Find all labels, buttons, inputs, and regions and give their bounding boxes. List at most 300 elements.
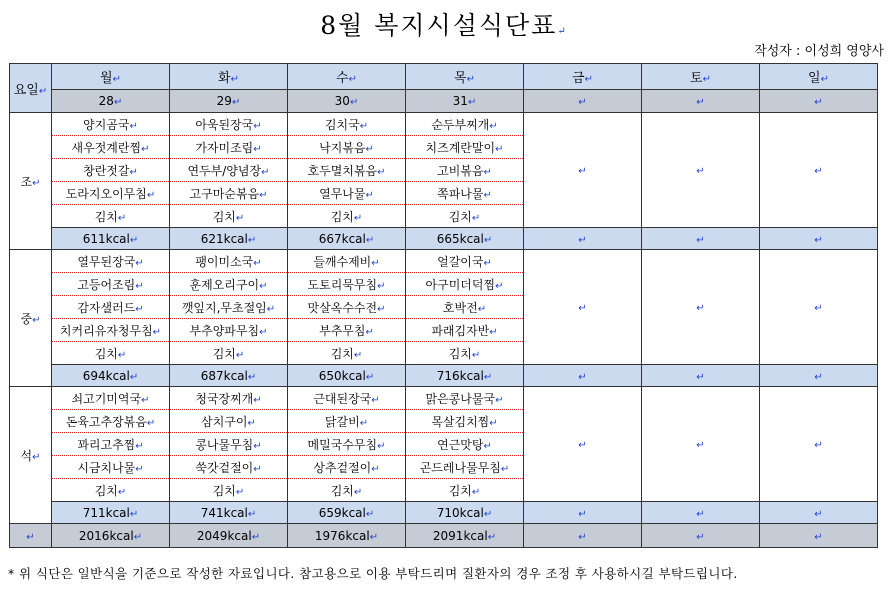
dish-cell[interactable] <box>170 296 288 319</box>
paragraph-mark-icon: ↵ <box>495 280 504 292</box>
dish-cell-text: 훈제오리구이 <box>189 277 260 292</box>
dish-cell[interactable] <box>52 410 170 433</box>
paragraph-mark-icon: ↵ <box>135 440 144 452</box>
dish-cell-text: 김치국 <box>324 117 360 132</box>
dish-cell-text: 깻잎지,무초절임 <box>181 300 267 315</box>
paragraph-mark-icon: ↵ <box>584 74 593 85</box>
paragraph-mark-icon: ↵ <box>814 234 823 246</box>
paragraph-mark-icon: ↵ <box>247 234 257 246</box>
dish-cell[interactable] <box>52 182 170 205</box>
paragraph-mark-icon: ↵ <box>141 394 150 406</box>
dish-cell[interactable] <box>170 273 288 296</box>
dish-cell[interactable] <box>406 159 524 182</box>
dish-cell[interactable] <box>406 273 524 296</box>
dish-cell-text: 상추겉절이 <box>313 460 372 475</box>
paragraph-mark-icon: ↵ <box>253 143 262 155</box>
paragraph-mark-icon: ↵ <box>483 257 492 269</box>
day-header[interactable] <box>170 64 288 90</box>
kcal-cell[interactable] <box>524 228 642 250</box>
kcal-cell-text: 741kcal <box>200 505 248 520</box>
paragraph-mark-icon: ↵ <box>377 440 386 452</box>
paragraph-mark-icon: ↵ <box>253 440 262 452</box>
paragraph-mark-icon: ↵ <box>371 394 380 406</box>
dish-cell[interactable] <box>288 479 406 502</box>
meal-label[interactable] <box>10 387 52 524</box>
paragraph-mark-icon: ↵ <box>365 326 374 338</box>
paragraph-mark-icon: ↵ <box>266 303 276 315</box>
dish-cell-text: 근대된장국 <box>313 391 372 406</box>
dish-cell-text: 부추무침 <box>319 323 366 338</box>
paragraph-mark-icon: ↵ <box>348 74 357 85</box>
dish-cell[interactable] <box>406 342 524 365</box>
empty-day-cell[interactable] <box>642 113 760 228</box>
kcal-cell[interactable] <box>52 365 170 387</box>
total-kcal-cell[interactable] <box>760 524 878 548</box>
dish-cell[interactable] <box>288 319 406 342</box>
dish-cell[interactable] <box>288 296 406 319</box>
empty-day-cell[interactable] <box>642 387 760 502</box>
paragraph-mark-icon: ↵ <box>483 189 492 201</box>
paragraph-mark-icon: ↵ <box>113 97 123 108</box>
paragraph-mark-icon: ↵ <box>467 97 477 108</box>
total-kcal-cell[interactable] <box>406 524 524 548</box>
dish-cell[interactable] <box>170 113 288 136</box>
kcal-cell[interactable] <box>288 365 406 387</box>
empty-day-cell[interactable] <box>760 250 878 365</box>
kcal-cell[interactable] <box>52 228 170 250</box>
dish-cell-text: 김치 <box>448 483 472 498</box>
dish-cell[interactable] <box>406 296 524 319</box>
paragraph-mark-icon: ↵ <box>365 508 375 520</box>
paragraph-mark-icon: ↵ <box>251 531 261 543</box>
paragraph-mark-icon: ↵ <box>253 257 262 269</box>
kcal-cell[interactable] <box>524 502 642 524</box>
dish-cell[interactable] <box>52 113 170 136</box>
total-kcal-cell[interactable] <box>288 524 406 548</box>
paragraph-mark-icon: ↵ <box>371 463 380 475</box>
dish-cell-text: 김치 <box>94 209 118 224</box>
dish-cell[interactable] <box>288 387 406 410</box>
dish-cell-text: 맛살옥수수전 <box>307 300 378 315</box>
kcal-cell[interactable] <box>642 228 760 250</box>
dish-cell[interactable] <box>170 136 288 159</box>
dish-cell[interactable] <box>52 479 170 502</box>
paragraph-mark-icon: ↵ <box>135 463 144 475</box>
dish-cell-text: 청국장찌개 <box>195 391 254 406</box>
paragraph-mark-icon: ↵ <box>483 166 492 178</box>
paragraph-mark-icon: ↵ <box>578 234 587 246</box>
paragraph-mark-icon: ↵ <box>820 74 829 85</box>
paragraph-mark-icon: ↵ <box>129 234 139 246</box>
dish-cell[interactable] <box>288 342 406 365</box>
paragraph-mark-icon: ↵ <box>814 508 823 520</box>
dish-cell-text: 순두부찌개 <box>431 117 490 132</box>
empty-day-cell[interactable] <box>524 113 642 228</box>
paragraph-mark-icon: ↵ <box>471 486 481 498</box>
paragraph-mark-icon: ↵ <box>253 120 262 132</box>
dish-cell[interactable] <box>288 410 406 433</box>
kcal-cell-text: 667kcal <box>318 231 366 246</box>
kcal-cell-text: 659kcal <box>318 505 366 520</box>
paragraph-mark-icon: ↵ <box>135 280 144 292</box>
empty-day-cell[interactable] <box>524 387 642 502</box>
dish-cell-text: 호두멸치볶음 <box>307 163 378 178</box>
paragraph-mark-icon: ↵ <box>353 349 363 361</box>
total-kcal-cell[interactable] <box>524 524 642 548</box>
paragraph-mark-icon: ↵ <box>146 417 156 429</box>
page-title: 8월 복지시설식단표↵ <box>320 11 568 40</box>
paragraph-mark-icon: ↵ <box>253 394 262 406</box>
date-cell[interactable] <box>288 90 406 113</box>
paragraph-mark-icon: ↵ <box>349 97 359 108</box>
day-header-text: 금 <box>572 71 585 86</box>
paragraph-mark-icon: ↵ <box>814 166 823 177</box>
kcal-cell[interactable] <box>170 365 288 387</box>
dish-cell[interactable] <box>406 113 524 136</box>
empty-day-cell[interactable] <box>524 250 642 365</box>
kcal-cell[interactable] <box>760 502 878 524</box>
dish-cell[interactable] <box>170 479 288 502</box>
dish-cell[interactable] <box>288 273 406 296</box>
paragraph-mark-icon: ↵ <box>371 257 380 269</box>
dish-cell[interactable] <box>170 250 288 273</box>
dish-cell-text: 호박전 <box>442 300 478 315</box>
total-kcal-cell-text: 2049kcal <box>196 528 252 543</box>
paragraph-mark-icon: ↵ <box>489 326 498 338</box>
kcal-cell[interactable] <box>406 502 524 524</box>
dish-cell-text: 김치 <box>94 346 118 361</box>
dish-cell[interactable] <box>406 205 524 228</box>
dish-cell-text: 김치 <box>448 209 472 224</box>
dish-cell[interactable] <box>406 136 524 159</box>
empty-day-cell[interactable] <box>760 113 878 228</box>
dish-cell-text: 새우젓계란찜 <box>71 140 142 155</box>
dish-cell[interactable] <box>406 250 524 273</box>
kcal-cell[interactable] <box>760 365 878 387</box>
dish-cell[interactable] <box>170 342 288 365</box>
dish-cell[interactable] <box>170 433 288 456</box>
dish-cell-text: 치커리유자청무침 <box>59 323 153 338</box>
total-kcal-cell-text: 2091kcal <box>432 528 488 543</box>
dish-cell[interactable] <box>52 296 170 319</box>
paragraph-mark-icon: ↵ <box>471 212 481 224</box>
dish-cell[interactable] <box>170 159 288 182</box>
dish-cell[interactable] <box>288 433 406 456</box>
dish-cell-text: 고구마순볶음 <box>189 186 260 201</box>
paragraph-mark-icon: ↵ <box>259 189 268 201</box>
paragraph-mark-icon: ↵ <box>365 234 375 246</box>
dish-cell[interactable] <box>288 136 406 159</box>
date-cell[interactable] <box>524 90 642 113</box>
dish-cell[interactable] <box>170 319 288 342</box>
kcal-cell[interactable] <box>170 502 288 524</box>
dish-cell[interactable] <box>170 456 288 479</box>
dish-cell-text: 김치 <box>94 483 118 498</box>
kcal-cell[interactable] <box>406 228 524 250</box>
empty-day-cell[interactable] <box>642 250 760 365</box>
paragraph-mark-icon: ↵ <box>369 531 379 543</box>
paragraph-mark-icon: ↵ <box>477 303 487 315</box>
dish-cell[interactable] <box>52 433 170 456</box>
date-cell[interactable] <box>642 90 760 113</box>
paragraph-mark-icon: ↵ <box>696 303 705 314</box>
paragraph-mark-icon: ↵ <box>146 189 156 201</box>
date-cell-text: 28 <box>98 94 114 108</box>
paragraph-mark-icon: ↵ <box>359 417 369 429</box>
kcal-cell-text: 716kcal <box>436 368 484 383</box>
dish-cell-text: 부추양파무침 <box>189 323 260 338</box>
paragraph-mark-icon: ↵ <box>814 371 823 383</box>
kcal-cell[interactable] <box>760 228 878 250</box>
dish-cell-text: 쪽파나물 <box>437 186 484 201</box>
paragraph-mark-icon: ↵ <box>117 212 127 224</box>
paragraph-mark-icon: ↵ <box>135 257 144 269</box>
dish-cell-text: 도토리묵무침 <box>307 277 378 292</box>
dish-cell-text: 삼치구이 <box>201 414 248 429</box>
paragraph-mark-icon: ↵ <box>578 531 587 543</box>
dish-cell[interactable] <box>170 182 288 205</box>
dish-cell-text: 맑은콩나물국 <box>425 391 496 406</box>
day-header[interactable] <box>52 64 170 90</box>
day-header-text: 월 <box>100 71 113 86</box>
date-cell-text: 29 <box>216 94 232 108</box>
paragraph-mark-icon: ↵ <box>500 463 510 475</box>
dish-cell-text: 쑥갓겉절이 <box>195 460 254 475</box>
paragraph-mark-icon: ↵ <box>471 349 481 361</box>
paragraph-mark-icon: ↵ <box>129 371 139 383</box>
dish-cell-text: 열무나물 <box>319 186 366 201</box>
dish-cell[interactable] <box>52 250 170 273</box>
day-header[interactable] <box>524 64 642 90</box>
day-header-text: 목 <box>454 71 467 86</box>
kcal-cell[interactable] <box>288 502 406 524</box>
paragraph-mark-icon: ↵ <box>38 85 48 97</box>
corner-label-text: 요일 <box>13 82 39 98</box>
paragraph-mark-icon: ↵ <box>247 508 257 520</box>
date-cell-text: 30 <box>334 94 350 108</box>
paragraph-mark-icon: ↵ <box>814 303 823 314</box>
paragraph-mark-icon: ↵ <box>483 234 493 246</box>
dish-cell[interactable] <box>52 136 170 159</box>
paragraph-mark-icon: ↵ <box>483 371 493 383</box>
paragraph-mark-icon: ↵ <box>247 417 256 429</box>
paragraph-mark-icon: ↵ <box>696 508 705 520</box>
dish-cell[interactable] <box>288 205 406 228</box>
paragraph-mark-icon: ↵ <box>483 508 493 520</box>
paragraph-mark-icon: ↵ <box>235 212 245 224</box>
paragraph-mark-icon: ↵ <box>117 486 127 498</box>
dish-cell-text: 콩나물무침 <box>195 437 254 452</box>
paragraph-mark-icon: ↵ <box>578 303 587 314</box>
menu-table <box>9 63 878 548</box>
paragraph-mark-icon: ↵ <box>814 531 823 543</box>
day-header-text: 토 <box>690 71 703 86</box>
dish-cell[interactable] <box>406 319 524 342</box>
dish-cell[interactable] <box>288 456 406 479</box>
paragraph-mark-icon: ↵ <box>247 371 257 383</box>
dish-cell-text: 닭갈비 <box>324 414 360 429</box>
date-cell-text: 31 <box>452 94 468 108</box>
date-cell[interactable] <box>170 90 288 113</box>
kcal-cell-text: 687kcal <box>200 368 248 383</box>
author-line: 작성자 : 이성희 영양사 <box>754 44 884 59</box>
date-cell[interactable] <box>406 90 524 113</box>
paragraph-mark-icon: ↵ <box>578 97 587 108</box>
paragraph-mark-icon: ↵ <box>259 326 268 338</box>
dish-cell[interactable] <box>52 205 170 228</box>
date-cell[interactable] <box>52 90 170 113</box>
paragraph-mark-icon: ↵ <box>377 303 386 315</box>
paragraph-mark-icon: ↵ <box>152 326 162 338</box>
dish-cell-text: 쇠고기미역국 <box>71 391 142 406</box>
kcal-cell-text: 711kcal <box>82 505 130 520</box>
dish-cell[interactable] <box>406 479 524 502</box>
day-header[interactable] <box>406 64 524 90</box>
dish-cell[interactable] <box>52 387 170 410</box>
day-header[interactable] <box>642 64 760 90</box>
dish-cell-text: 치즈계란말이 <box>425 140 496 155</box>
dish-cell[interactable] <box>52 342 170 365</box>
paragraph-mark-icon: ↵ <box>231 97 241 108</box>
dish-cell[interactable] <box>406 456 524 479</box>
meal-label-text: 석 <box>20 448 33 463</box>
dish-cell-text: 김치 <box>448 346 472 361</box>
paragraph-mark-icon: ↵ <box>129 120 138 132</box>
dish-cell-text: 김치 <box>330 483 354 498</box>
total-kcal-cell-text: 1976kcal <box>314 528 370 543</box>
paragraph-mark-icon: ↵ <box>359 120 369 132</box>
paragraph-mark-icon: ↵ <box>141 143 150 155</box>
total-kcal-cell-text: 2016kcal <box>78 528 134 543</box>
paragraph-mark-icon: ↵ <box>135 303 144 315</box>
total-kcal-cell[interactable] <box>170 524 288 548</box>
paragraph-mark-icon: ↵ <box>487 531 497 543</box>
dish-cell-text: 낙지볶음 <box>319 140 366 155</box>
kcal-cell-text: 694kcal <box>82 368 130 383</box>
dish-cell-text: 메밀국수무침 <box>307 437 378 452</box>
dish-cell[interactable] <box>406 182 524 205</box>
day-header-text: 수 <box>336 71 349 86</box>
paragraph-mark-icon: ↵ <box>814 440 823 451</box>
dish-cell[interactable] <box>52 456 170 479</box>
dish-cell-text: 김치 <box>330 209 354 224</box>
paragraph-mark-icon: ↵ <box>365 371 375 383</box>
kcal-cell[interactable] <box>642 502 760 524</box>
dish-cell[interactable] <box>170 410 288 433</box>
dish-cell[interactable] <box>288 182 406 205</box>
paragraph-mark-icon: ↵ <box>702 74 711 85</box>
paragraph-mark-icon: ↵ <box>377 166 386 178</box>
paragraph-mark-icon: ↵ <box>235 349 245 361</box>
paragraph-mark-icon: ↵ <box>253 463 262 475</box>
paragraph-mark-icon: ↵ <box>26 531 35 543</box>
paragraph-mark-icon: ↵ <box>696 371 705 383</box>
kcal-cell[interactable] <box>52 502 170 524</box>
paragraph-mark-icon: ↵ <box>557 26 568 37</box>
dish-cell[interactable] <box>170 205 288 228</box>
dish-cell[interactable] <box>288 113 406 136</box>
corner-label[interactable] <box>10 64 52 113</box>
meal-label[interactable] <box>10 250 52 387</box>
kcal-cell-text: 611kcal <box>82 231 130 246</box>
dish-cell[interactable] <box>406 387 524 410</box>
paragraph-mark-icon: ↵ <box>696 166 705 177</box>
paragraph-mark-icon: ↵ <box>230 74 239 85</box>
dish-cell[interactable] <box>406 410 524 433</box>
total-kcal-cell[interactable] <box>52 524 170 548</box>
kcal-cell[interactable] <box>288 228 406 250</box>
paragraph-mark-icon: ↵ <box>32 451 41 463</box>
kcal-cell[interactable] <box>170 228 288 250</box>
day-header-text: 화 <box>218 71 231 86</box>
total-kcal-cell[interactable] <box>642 524 760 548</box>
dish-cell[interactable] <box>170 387 288 410</box>
kcal-cell[interactable] <box>642 365 760 387</box>
dish-cell[interactable] <box>288 159 406 182</box>
dish-cell-text: 파래김자반 <box>431 323 490 338</box>
paragraph-mark-icon: ↵ <box>495 394 504 406</box>
total-label[interactable] <box>10 524 52 548</box>
day-header-text: 일 <box>808 71 821 86</box>
dish-cell-text: 시금치나물 <box>77 460 136 475</box>
paragraph-mark-icon: ↵ <box>353 486 363 498</box>
paragraph-mark-icon: ↵ <box>112 74 121 85</box>
paragraph-mark-icon: ↵ <box>696 440 705 451</box>
dish-cell-text: 꽈리고추찜 <box>77 437 136 452</box>
paragraph-mark-icon: ↵ <box>466 74 475 85</box>
dish-cell-text: 곤드레나물무침 <box>419 460 501 475</box>
kcal-cell-text: 710kcal <box>436 505 484 520</box>
paragraph-mark-icon: ↵ <box>578 508 587 520</box>
dish-cell-text: 김치 <box>212 209 236 224</box>
dish-cell-text: 고등어조림 <box>77 277 136 292</box>
dish-cell-text: 연근맛탕 <box>437 437 484 452</box>
paragraph-mark-icon: ↵ <box>261 166 270 178</box>
paragraph-mark-icon: ↵ <box>259 280 268 292</box>
paragraph-mark-icon: ↵ <box>133 531 143 543</box>
dish-cell-text: 들깨수제비 <box>313 254 372 269</box>
day-header[interactable] <box>760 64 878 90</box>
paragraph-mark-icon: ↵ <box>483 440 492 452</box>
paragraph-mark-icon: ↵ <box>129 508 139 520</box>
meal-label-text: 조 <box>20 174 33 189</box>
dish-cell[interactable] <box>288 250 406 273</box>
paragraph-mark-icon: ↵ <box>495 143 504 155</box>
dish-cell[interactable] <box>52 159 170 182</box>
dish-cell-text: 김치 <box>212 483 236 498</box>
paragraph-mark-icon: ↵ <box>32 177 41 189</box>
empty-day-cell[interactable] <box>760 387 878 502</box>
kcal-cell[interactable] <box>524 365 642 387</box>
kcal-cell-text: 621kcal <box>200 231 248 246</box>
dish-cell-text: 창란젓갈 <box>83 163 130 178</box>
meal-label[interactable] <box>10 113 52 250</box>
dish-cell-text: 가자미조림 <box>195 140 254 155</box>
date-cell[interactable] <box>760 90 878 113</box>
paragraph-mark-icon: ↵ <box>32 314 41 326</box>
paragraph-mark-icon: ↵ <box>696 234 705 246</box>
day-header[interactable] <box>288 64 406 90</box>
dish-cell[interactable] <box>52 319 170 342</box>
dish-cell[interactable] <box>406 433 524 456</box>
paragraph-mark-icon: ↵ <box>489 120 498 132</box>
kcal-cell[interactable] <box>406 365 524 387</box>
footnote: * 위 식단은 일반식을 기준으로 작성한 자료입니다. 참고용으로 이용 부탁드리며 질환자의 경우 조정 후 사용하시길 부탁드립니다. <box>8 566 738 581</box>
dish-cell-text: 도라지오이무침 <box>65 186 147 201</box>
dish-cell[interactable] <box>52 273 170 296</box>
paragraph-mark-icon: ↵ <box>489 417 498 429</box>
dish-cell-text: 고비볶음 <box>437 163 484 178</box>
